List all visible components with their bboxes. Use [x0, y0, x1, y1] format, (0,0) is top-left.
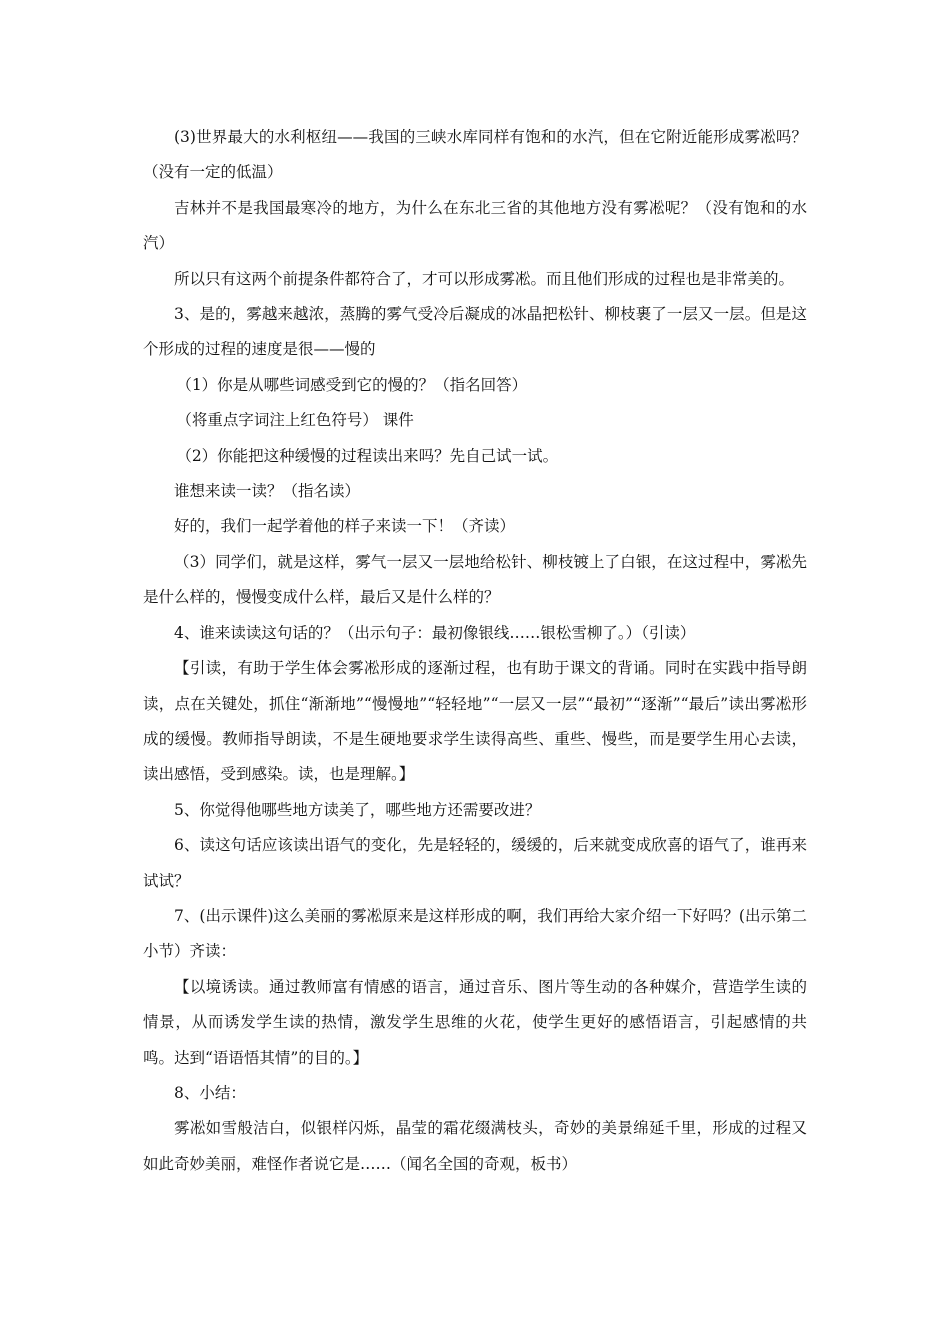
paragraph-conclusion: 雾凇如雪般洁白，似银样闪烁，晶莹的霜花缀满枝头，奇妙的美景绵延千里，形成的过程又如此奇妙美丽，难怪作者说它是……（闻名全国的奇观，板书） [143, 1119, 807, 1173]
paragraph-step-5: 5、你觉得他哪些地方读美了，哪些地方还需要改进？ [174, 800, 541, 819]
paragraph-step-6: 6、读这句话应该读出语气的变化，先是轻轻的，缓缓的，后来就变成欣喜的语气了，谁再来试试？ [143, 836, 807, 890]
paragraph-step-3-2: （2）你能把这种缓慢的过程读出来吗？先自己试一试。 [176, 446, 559, 465]
paragraph-step-3-1: （1）你是从哪些词感受到它的慢的？（指名回答） [176, 375, 528, 394]
paragraph-mark-words: （将重点字词注上红色符号） 课件 [176, 411, 414, 430]
paragraph-step-3: 3、是的，雾越来越浓，蒸腾的雾气受冷后凝成的冰晶把松针、柳枝裹了一层又一层。但是这个形成的过程的速度是很——慢的 [143, 305, 807, 359]
paragraph-step-8: 8、小结： [174, 1083, 246, 1102]
paragraph-step-3-3: （3）同学们，就是这样，雾气一层又一层地给松针、柳枝镀上了白银，在这过程中，雾凇先是什么样的，慢慢变成什么样，最后又是什么样的？ [143, 552, 807, 607]
paragraph-who-reads: 谁想来读一读？（指名读） [174, 482, 361, 501]
paragraph-sanxia-question: (3)世界最大的水利枢纽——我国的三峡水库同样有饱和的水汽，但在它附近能形成雾凇吗？（没有一定的低温） [143, 128, 807, 182]
paragraph-read-together: 好的，我们一起学着他的样子来读一下！（齐读） [174, 517, 516, 536]
paragraph-note-guided-reading: 【引读，有助于学生体会雾凇形成的逐渐过程，也有助于课文的背诵。同时在实践中指导朗读，点在关键处，抓住“渐渐地”“慢慢地”“轻轻地”“一层又一层”“最初”“逐渐”“最后”读出雾凇形成的缓慢。教师指导朗读，不是生硬地要求学生读得高些、重些、慢些，而是要学生用心去读，读出感悟，受到感染。读，也是理解。】 [143, 659, 807, 784]
paragraph-jilin-question: 吉林并不是我国最寒冷的地方，为什么在东北三省的其他地方没有雾凇呢？（没有饱和的水汽） [143, 198, 807, 253]
paragraph-conditions-summary: 所以只有这两个前提条件都符合了，才可以形成雾凇。而且他们形成的过程也是非常美的。 [174, 269, 795, 288]
document-body [143, 120, 807, 1182]
paragraph-step-4: 4、谁来读读这句话的？（出示句子：最初像银线……银松雪柳了。）（引读） [174, 623, 696, 642]
paragraph-note-context-reading: 【以境诱读。通过教师富有情感的语言，通过音乐、图片等生动的各种媒介，营造学生读的情景，从而诱发学生读的热情，激发学生思维的火花，使学生更好的感悟语言，引起感情的共鸣。达到“语语悟其情”的目的。】 [143, 977, 807, 1067]
paragraph-step-7: 7、(出示课件)这么美丽的雾凇原来是这样形成的啊，我们再给大家介绍一下好吗？(出示第二小节）齐读： [143, 906, 807, 961]
